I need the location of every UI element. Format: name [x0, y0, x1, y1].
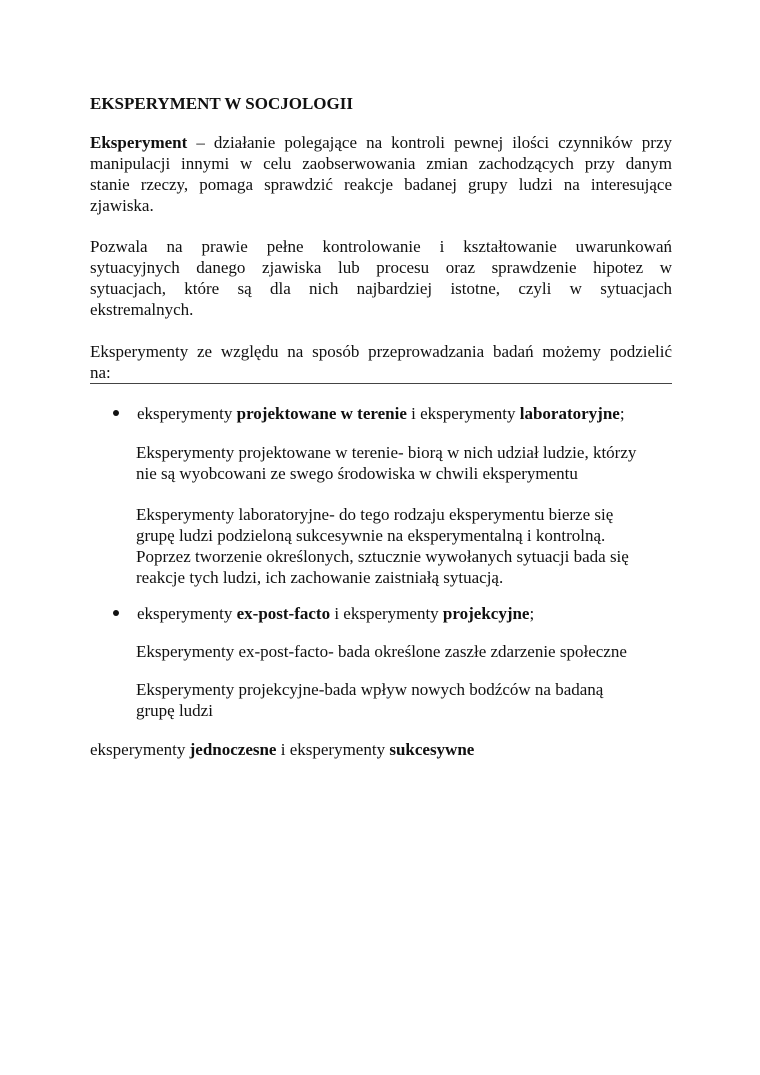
sub-paragraph-line: nie są wyobcowani ze swego środowiska w chwili eksperymentu [136, 464, 578, 483]
definition-line: zjawiska. [90, 196, 154, 215]
sub-paragraph-line: grupę ludzi podzieloną sukcesywnie na eksperymentalną i kontrolną. [136, 526, 606, 545]
paragraph-line: Pozwala na prawie pełne kontrolowanie i kształtowanie uwarunkowań [90, 237, 672, 256]
sub-paragraph-line: Eksperymenty projektowane w terenie- biorą w nich udział ludzie, którzy [136, 443, 637, 462]
final-item: eksperymenty jednoczesne i eksperymenty sukcesywne [90, 740, 475, 759]
paragraph-line: Eksperymenty ze względu na sposób przeprowadzania badań możemy podzielić [90, 342, 672, 361]
bullet-item: eksperymenty projektowane w terenie i eksperymenty laboratoryjne; [137, 404, 625, 423]
bullet-icon [113, 610, 119, 616]
definition-term: Eksperyment [90, 133, 188, 152]
page-title: EKSPERYMENT W SOCJOLOGII [90, 94, 353, 113]
sub-paragraph-line: Poprzez tworzenie określonych, sztucznie wywołanych sytuacji bada się [136, 547, 629, 566]
paragraph-line: sytuacyjnych danego zjawiska lub procesu oraz sprawdzenie hipotez w [90, 258, 672, 277]
sub-paragraph-line: grupę ludzi [136, 701, 213, 720]
sub-paragraph-line: Eksperymenty projekcyjne-bada wpływ nowych bodźców na badaną [136, 680, 604, 699]
definition-line: stanie rzeczy, pomaga sprawdzić reakcje badanej grupy ludzi na interesujące [90, 175, 672, 194]
definition-line: manipulacji innymi w celu zaobserwowania zmian zachodzących przy danym [90, 154, 672, 173]
paragraph-line: ekstremalnych. [90, 300, 194, 319]
bullet-item: eksperymenty ex-post-facto i eksperymenty projekcyjne; [137, 604, 535, 623]
sub-paragraph-line: reakcje tych ludzi, ich zachowanie zaistniałą sytuacją. [136, 568, 504, 587]
sub-paragraph-line: Eksperymenty laboratoryjne- do tego rodzaju eksperymentu bierze się [136, 505, 614, 524]
paragraph-line: na: [90, 363, 111, 382]
definition-line: Eksperyment – działanie polegające na kontroli pewnej ilości czynników przy [90, 133, 672, 152]
bullet-icon [113, 410, 119, 416]
sub-paragraph-line: Eksperymenty ex-post-facto- bada określone zaszłe zdarzenie społeczne [136, 642, 627, 661]
horizontal-rule [90, 383, 672, 384]
paragraph-line: sytuacjach, które są dla nich najbardziej istotne, czyli w sytuacjach [90, 279, 672, 298]
